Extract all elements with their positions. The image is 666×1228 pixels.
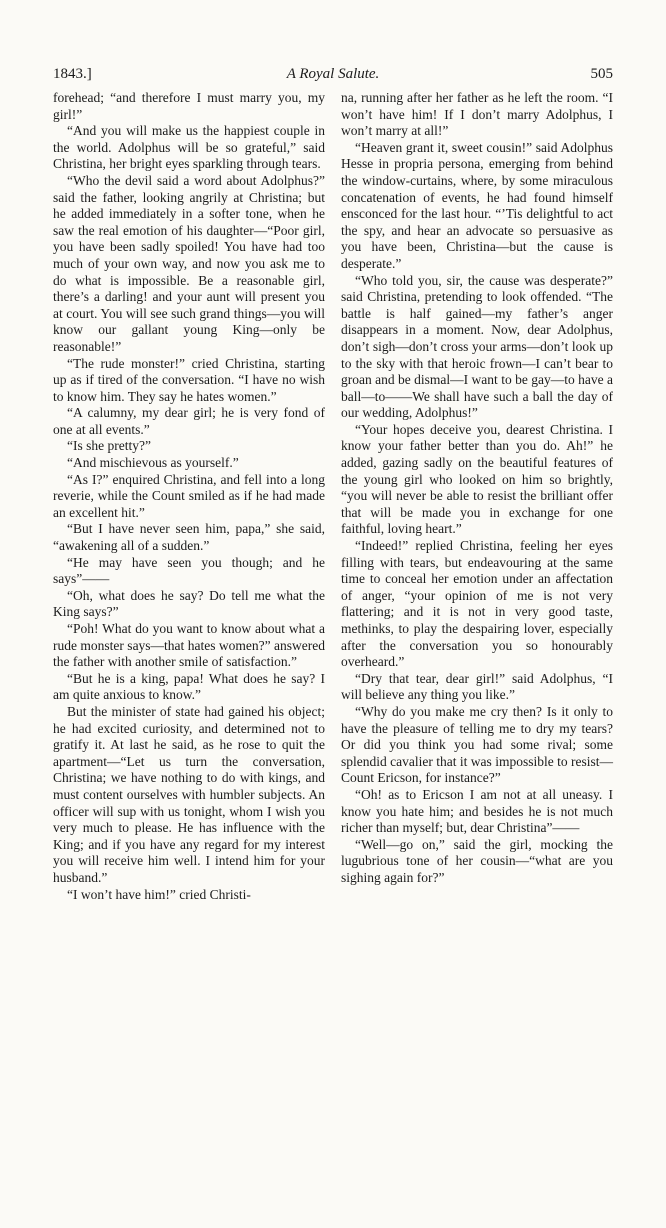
paragraph: “I won’t have him!” cried Christi-	[67, 886, 251, 902]
paragraph: “Dry that tear, dear girl!” said Adolphus, “I will believe any thing you like.”	[341, 670, 613, 703]
paragraph: “Who the devil said a word about Adolphus?” said the father, looking angrily at Christina; but he added immediately in a softer tone, when he saw the real emotion of his daughter—“Poor girl, you have been sadly spoiled! You have had too much of your own way, and now you ask me to do what is impossible. Be a reasonable girl, there’s a darling! and your aunt will present you at court. You will see such grand things—you will know our gallant young King—only be reasonable!”	[53, 172, 325, 354]
paragraph: “Is she pretty?”	[67, 438, 151, 454]
paragraph: But the minister of state had gained his object; he had excited curiosity, and determined not to gratify it. At last he said, as he rose to quit the apartment—“Let us turn the conversation, Christina; we have nothing to do with kings, and must content ourselves with humbler subjects. An officer will sup with us tonight, whom I wish you very much to please. He has influence with the King; and if you have any regard for my interest you will receive him well. I intend him for your husband.”	[53, 703, 325, 885]
paragraph: “But he is a king, papa! What does he say? I am quite anxious to know.”	[53, 670, 325, 703]
paragraph: “Why do you make me cry then? Is it only to have the pleasure of telling me to dry my tears? Or did you think you had some rival; some splendid cavalier that it was impossible to resist—Count Ericson, for instance?”	[341, 703, 613, 786]
paragraph: “Who told you, sir, the cause was desperate?” said Christina, pretending to look offended. “The battle is half gained—my father’s anger disappears in a moment. Now, dear Adolphus, don’t sigh—don’t cross your arms—don’t look up to the sky with that heroic frown—I can’t bear to groan and be dismal—I want to be gay—to have a ball—to——We shall have such a ball the day of our wedding, Adolphus!”	[341, 272, 613, 421]
paragraph: “As I?” enquired Christina, and fell into a long reverie, while the Count smiled as if he had made an excellent hit.”	[53, 471, 325, 520]
paragraph: “He may have seen you though; and he says”——	[53, 554, 325, 587]
header-year: 1843.]	[53, 66, 92, 82]
paragraph: na, running after her father as he left the room. “I won’t have him! If I don’t marry Adolphus, I won’t marry at all!”	[341, 90, 613, 139]
paragraph: “Oh, what does he say? Do tell me what the King says?”	[53, 587, 325, 620]
paragraph: “Your hopes deceive you, dearest Christina. I know your father better than you do. Ah!” he added, gazing sadly on the beautiful features of the young girl who looked on him so brightly, “you will never be able to resist the brilliant offer that will be made you in exchange for one faithful, loving heart.”	[341, 421, 613, 537]
paragraph: “Well—go on,” said the girl, mocking the lugubrious tone of her cousin—“what are you sighing again for?”	[341, 836, 613, 885]
page-number: 505	[590, 66, 613, 82]
paragraph: “Heaven grant it, sweet cousin!” said Adolphus Hesse in propria persona, emerging from behind the window-curtains, where, by some miraculous concatenation of events, he had found himself ensconced for the last hour. “’Tis delightful to act the spy, and hear an advocate so persuasive as you have been, Christina—but the cause is desperate.”	[341, 139, 613, 271]
paragraph: “The rude monster!” cried Christina, starting up as if tired of the conversation. “I have no wish to know him. They say he hates women.”	[53, 355, 325, 404]
paragraph: “Poh! What do you want to know about what a rude monster says—that hates women?” answered the father with another smile of satisfaction.”	[53, 621, 325, 670]
paragraph: “And you will make us the happiest couple in the world. Adolphus will be so grateful,” said Christina, her bright eyes sparkling through tears.	[53, 123, 325, 172]
header-title: A Royal Salute.	[286, 66, 380, 82]
running-header	[53, 66, 613, 88]
paragraph: “Oh! as to Ericson I am not at all uneasy. I know you hate him; and besides he is not much richer than myself; but, dear Christina”——	[341, 786, 613, 836]
paragraph: forehead; “and therefore I must marry you, my girl!”	[53, 90, 325, 122]
left-column	[53, 90, 325, 903]
right-column	[341, 90, 613, 887]
paragraph: “And mischievous as yourself.”	[67, 455, 239, 471]
paragraph: “A calumny, my dear girl; he is very fond of one at all events.”	[53, 405, 325, 437]
paragraph: “But I have never seen him, papa,” she said, “awakening all of a sudden.”	[53, 521, 325, 554]
paragraph: “Indeed!” replied Christina, feeling her eyes filling with tears, but endeavouring at the same time to conceal her emotion under an affectation of anger, “your opinion of me is not very flattering; and it is not in very good taste, methinks, to play the despairing lover, especially after the conversation you so honourably overheard.”	[341, 538, 613, 670]
